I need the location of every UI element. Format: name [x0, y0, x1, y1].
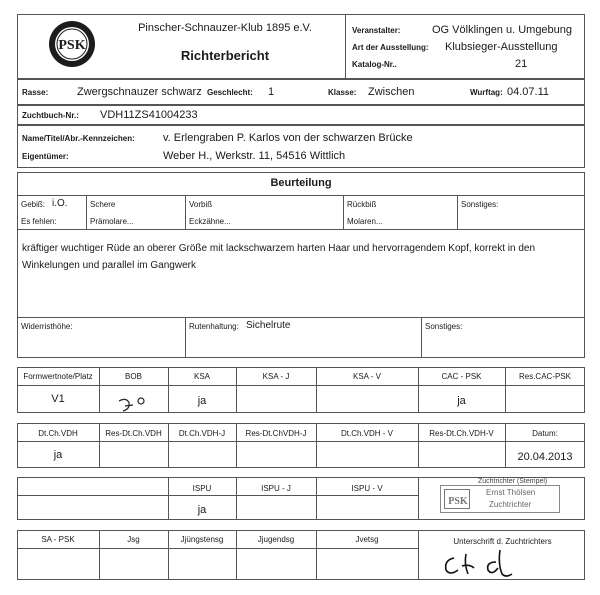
t1-value-cac: ja	[457, 395, 466, 407]
t1-header-ksa-j: KSA - J	[262, 372, 290, 381]
t1-header-ksa: KSA	[193, 372, 210, 381]
katalog-value: 21	[515, 58, 528, 70]
t1-value-ksa: ja	[197, 395, 207, 407]
t2-header-dtch: Dt.Ch.VDH	[38, 429, 78, 438]
katalog-label: Katalog-Nr..	[352, 60, 397, 69]
rasse-label: Rasse:	[22, 88, 49, 97]
zuchtbuch-value: VDH11ZS41004233	[100, 109, 198, 121]
signature-label: Unterschrift d. Zuchtrichters	[453, 537, 552, 546]
geschlecht-value: 1	[268, 86, 275, 98]
art-label: Art der Ausstellung:	[352, 43, 429, 52]
t1-header-ksa-v: KSA - V	[352, 372, 381, 381]
rutenhaltung-value: Sichelrute	[246, 320, 291, 331]
t2-header-dtch-v: Dt.Ch.VDH - V	[340, 429, 393, 438]
wurftag-value: 04.07.11	[507, 86, 550, 98]
praemolare-label: Prämolare...	[90, 217, 134, 226]
beurteilung-text-line2: Winkelungen und parallel im Gangwerk	[22, 260, 196, 271]
eckzaehne-label: Eckzähne...	[189, 217, 231, 226]
t3-header-ispu-j: ISPU - J	[261, 484, 291, 493]
klasse-value: Zwischen	[368, 86, 415, 98]
eigentuemer-label: Eigentümer:	[22, 152, 69, 161]
vorbiss-label: Vorbiß	[189, 200, 213, 209]
t3-header-ispu: ISPU	[192, 484, 212, 493]
name-label: Name/Titel/Abr.-Kennzeichen:	[22, 134, 135, 143]
sonstiges2-label: Sonstiges:	[425, 322, 463, 331]
t2-header-res-dtch-j: Res-Dt.ChVDH-J	[245, 429, 307, 438]
rasse-value: Zwergschnauzer schwarz	[77, 86, 202, 98]
t4-header-jvetsg: Jvetsg	[355, 535, 379, 544]
geschlecht-label: Geschlecht:	[207, 88, 253, 97]
zuchtbuch-label: Zuchtbuch-Nr.:	[22, 111, 79, 120]
t2-value-dtch: ja	[53, 449, 63, 461]
t2-header-dtch-j: Dt.Ch.VDH-J	[178, 429, 226, 438]
es-fehlen-label: Es fehlen:	[21, 217, 57, 226]
gebiss-value: i.O.	[52, 198, 68, 209]
t4-header-jjugendsg: Jjugendsg	[257, 535, 295, 544]
t1-value-formwert: V1	[51, 393, 65, 405]
svg-text:PSK: PSK	[58, 38, 86, 53]
klasse-label: Klasse:	[328, 88, 357, 97]
gebiss-label: Gebiß:	[21, 200, 46, 209]
club-name: Pinscher-Schnauzer-Klub 1895 e.V.	[138, 22, 312, 34]
widerrist-label: Widerristhöhe:	[21, 322, 73, 331]
page-title: Richterbericht	[180, 48, 270, 63]
name-value: v. Erlengraben P. Karlos von der schwarzen Brücke	[163, 132, 413, 144]
beurteilung-heading: Beurteilung	[270, 177, 332, 189]
svg-text:PSK: PSK	[448, 496, 468, 507]
judge-signature	[440, 548, 540, 580]
club-logo	[48, 20, 96, 68]
t1-header-formwert: Formwertnote/Platz	[23, 372, 93, 381]
t2-header-res-dtch: Res-Dt.Ch.VDH	[105, 429, 162, 438]
t1-header-bob: BOB	[125, 372, 142, 381]
t4-header-jsg: Jsg	[127, 535, 140, 544]
t1-bob-scribble	[115, 393, 155, 415]
t3-value-ispu: ja	[197, 504, 207, 516]
t4-header-sa-psk: SA - PSK	[41, 535, 75, 544]
eigentuemer-value: Weber H., Werkstr. 11, 54516 Wittlich	[163, 150, 346, 162]
molaren-label: Molaren...	[347, 217, 383, 226]
t1-header-res-cac: Res.CAC-PSK	[518, 372, 571, 381]
judge-stamp-label: Zuchtrichter (Stempel)	[478, 478, 548, 485]
t2-value-datum: 20.04.2013	[517, 451, 573, 463]
sonstiges-label: Sonstiges:	[461, 200, 499, 209]
beurteilung-text-line1: kräftiger wuchtiger Rüde an oberer Größe mit lackschwarzem harten Haar und hervorragendem Kopf, korrekt in den	[22, 243, 536, 254]
t2-header-res-dtch-v: Res-Dt.Ch.VDH-V	[429, 429, 494, 438]
rutenhaltung-label: Rutenhaltung:	[189, 322, 239, 331]
t4-header-jjuengstensg: Jjüngstensg	[180, 535, 224, 544]
stamp-role: Zuchtrichter	[489, 500, 532, 509]
art-value: Klubsieger-Ausstellung	[445, 41, 558, 53]
wurftag-label: Wurftag:	[470, 88, 503, 97]
veranstalter-label: Veranstalter:	[352, 26, 401, 35]
schere-label: Schere	[90, 200, 116, 209]
t2-header-datum: Datum:	[532, 429, 558, 438]
rueckbiss-label: Rückbiß	[347, 200, 377, 209]
veranstalter-value: OG Völklingen u. Umgebung	[432, 24, 573, 36]
stamp-name: Ernst Thölsen	[486, 488, 536, 497]
t3-header-ispu-v: ISPU - V	[351, 484, 383, 493]
stamp-logo	[444, 489, 470, 509]
t1-header-cac: CAC - PSK	[441, 372, 482, 381]
